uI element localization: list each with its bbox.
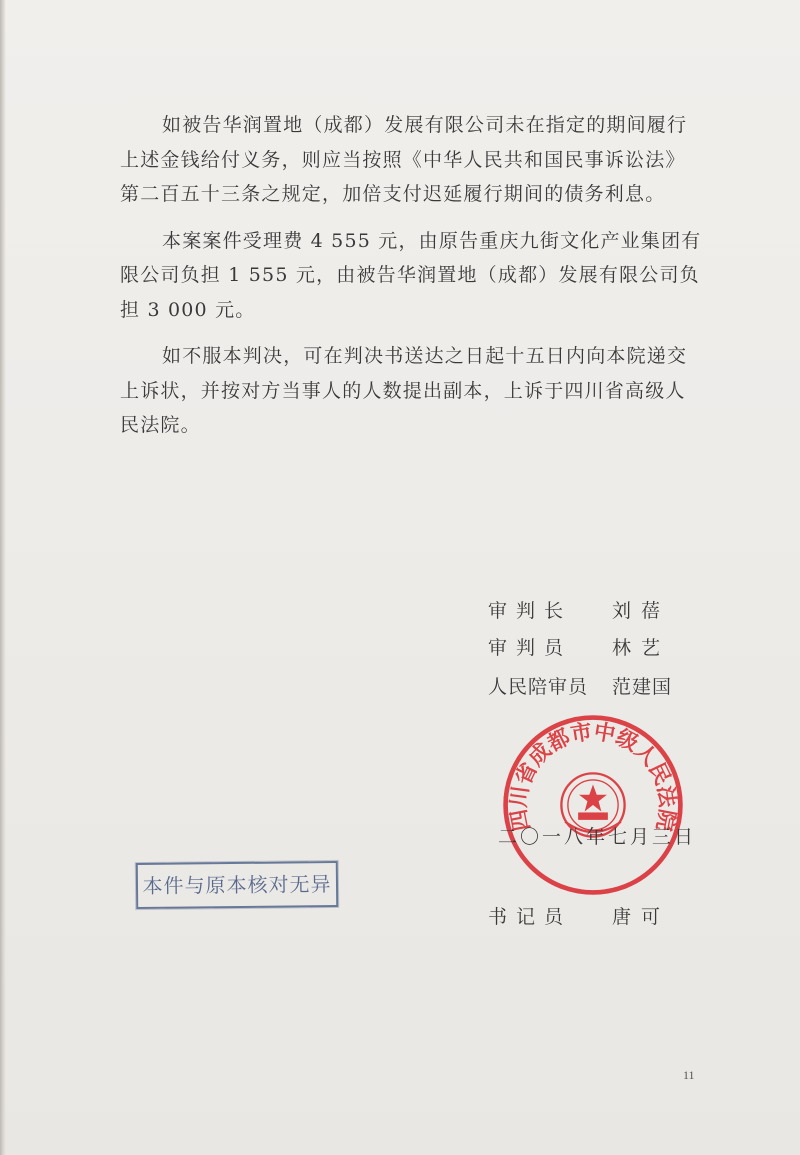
- person-name: 范建国: [612, 676, 673, 698]
- text-line: 第二百五十三条之规定，加倍支付迟延履行期间的债务利息。: [120, 183, 666, 205]
- role-label: 审判员: [488, 637, 573, 659]
- text-line: 上诉状，并按对方当事人的人数提出副本，上诉于四川省高级人: [120, 379, 686, 402]
- role-label: 人民陪审员: [488, 676, 589, 698]
- signature-assessor: [488, 672, 708, 702]
- judgment-body: [120, 108, 700, 443]
- role-label: 审判长: [488, 600, 573, 622]
- person-name: 唐可: [612, 906, 671, 928]
- certification-stamp: 本件与原本核对无异: [136, 861, 338, 909]
- text-line: 如不服本判决，可在判决书送达之日起十五日内向本院递交: [162, 345, 688, 367]
- seal-text: 四川省成都市中级人民法院: [506, 719, 680, 833]
- text-line: 担 3 000 元。: [120, 298, 256, 321]
- text-line: 如被告华润置地（成都）发展有限公司未在指定的期间履行: [162, 114, 688, 136]
- page-number: 11: [683, 1068, 695, 1082]
- person-name: 林艺: [612, 637, 671, 659]
- text-line: 本案案件受理费 4 555 元，由原告重庆九街文化产业集团有: [162, 229, 702, 252]
- signature-presiding-judge: [488, 596, 708, 626]
- judgment-date: 二〇一八年七月三日: [498, 826, 697, 848]
- text-line: 限公司负担 1 555 元，由被告华润置地（成都）发展有限公司负: [120, 264, 700, 286]
- signature-judge: [488, 633, 708, 663]
- court-seal: [500, 712, 686, 898]
- paragraph-appeal-notice: [120, 339, 700, 443]
- role-label: 书记员: [488, 906, 573, 928]
- signature-clerk: [488, 902, 708, 932]
- person-name: 刘蓓: [612, 600, 671, 622]
- paragraph-interest-clause: [120, 108, 700, 212]
- text-line: 上述金钱给付义务，则应当按照《中华人民共和国民事诉讼法》: [120, 148, 686, 171]
- paragraph-court-fee: [120, 224, 700, 328]
- page-edge-shadow: [0, 0, 6, 1155]
- text-line: 民法院。: [120, 414, 201, 436]
